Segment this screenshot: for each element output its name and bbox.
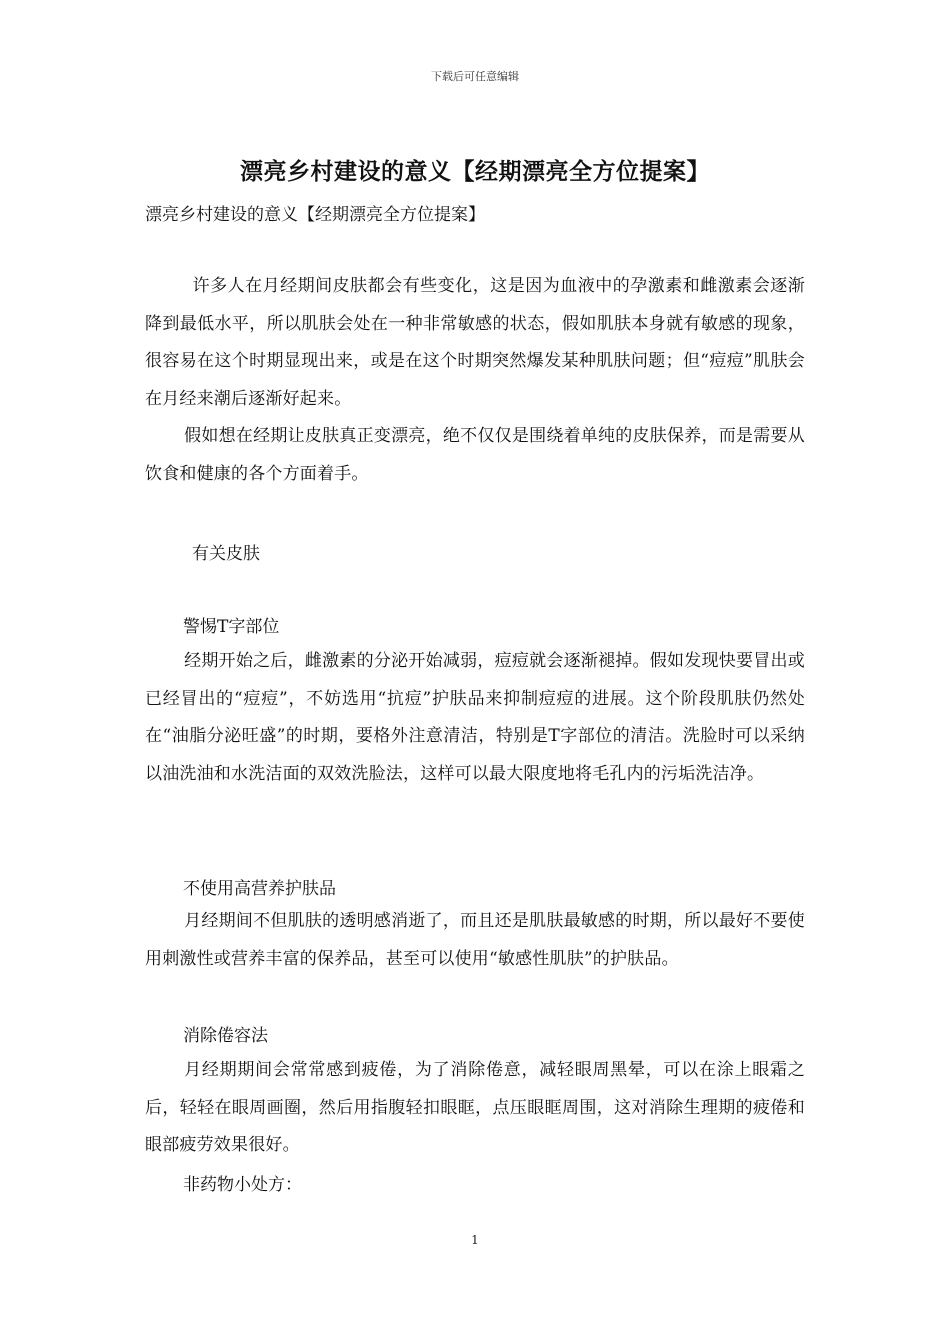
subheading-nutrition: 不使用高营养护肤品 — [183, 879, 336, 899]
subheading-tzone: 警惕T字部位 — [183, 617, 280, 637]
document-title: 漂亮乡村建设的意义【经期漂亮全方位提案】 — [240, 158, 710, 185]
paragraph-nutrition: 月经期间不但肌肤的透明感消逝了，而且还是肌肤最敏感的时期，所以最好不要使用刺激性或营养丰富的保养品，甚至可以使用“敏感性肌肤”的护肤品。 — [145, 911, 805, 969]
subheading-remedy: 非药物小处方： — [183, 1175, 302, 1195]
page-number: 1 — [471, 1233, 479, 1247]
page-header: 下载后可任意编辑 — [431, 70, 519, 83]
subheading-fatigue: 消除倦容法 — [183, 1026, 268, 1046]
paragraph-fatigue: 月经期期间会常常感到疲倦，为了消除倦意，减轻眼周黑晕，可以在涂上眼霜之后，轻轻在眼周画圈，然后用指腹轻扣眼眶，点压眼眶周围，这对消除生理期的疲倦和眼部疲劳效果很好。 — [145, 1060, 805, 1155]
section-heading-skin: 有关皮肤 — [192, 544, 260, 564]
intro-paragraph-1: 许多人在月经期间皮肤都会有些变化，这是因为血液中的孕激素和雌激素会逐渐降到最低水平，所以肌肤会处在一种非常敏感的状态，假如肌肤本身就有敏感的现象，很容易在这个时期显现出来，或是在这个时期突然爆发某种肌肤问题；但“痘痘”肌肤会在月经来潮后逐渐好起来。 — [145, 276, 805, 409]
document-subtitle: 漂亮乡村建设的意义【经期漂亮全方位提案】 — [145, 205, 485, 225]
intro-paragraph-2: 假如想在经期让皮肤真正变漂亮，绝不仅仅是围绕着单纯的皮肤保养，而是需要从饮食和健康的各个方面着手。 — [145, 426, 805, 484]
paragraph-tzone: 经期开始之后，雌激素的分泌开始减弱，痘痘就会逐渐褪掉。假如发现快要冒出或已经冒出的“痘痘”，不妨选用“抗痘”护肤品来抑制痘痘的进展。这个阶段肌肤仍然处在“油脂分泌旺盛”的时期，要格外注意清洁，特别是T字部位的清洁。洗脸时可以采纳以油洗油和水洗洁面的双效洗脸法，这样可以最大限度地将毛孔内的污垢洗洁净。 — [145, 651, 805, 784]
